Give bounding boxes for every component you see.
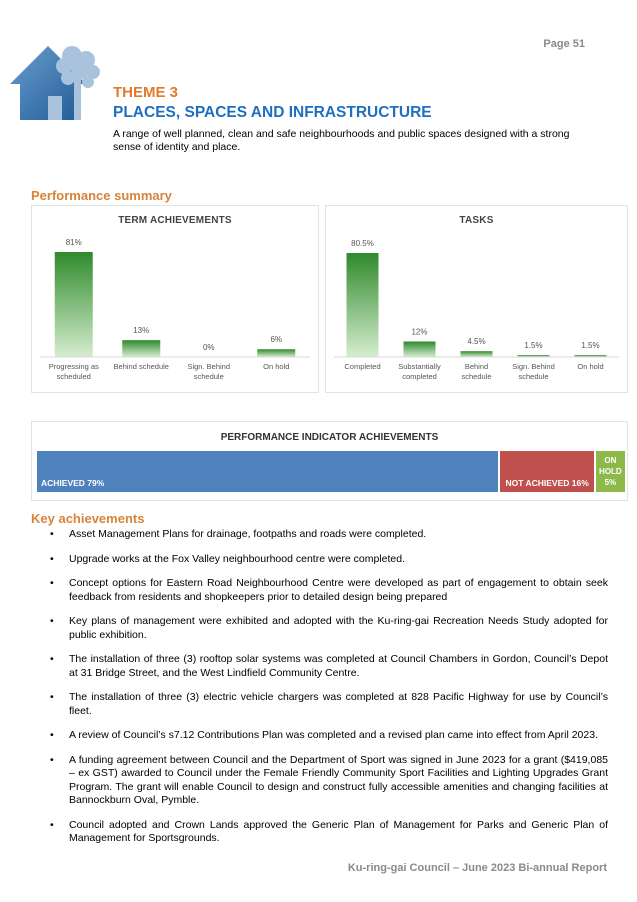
category-label: Completed: [344, 362, 381, 371]
chart-title: TASKS: [459, 215, 494, 226]
tasks-panel: [325, 205, 628, 393]
bullet-icon: •: [50, 653, 54, 665]
list-item-text: Asset Management Plans for drainage, footpaths and roads were completed.: [69, 528, 427, 540]
tasks-chart: [326, 206, 627, 392]
segment-label: ACHIEVED 79%: [41, 478, 105, 488]
list-item-text: The installation of three (3) rooftop solar systems was completed at Council Chambers in Gordon, Council’s Depot at 31 Bridge Street, and the West Lindfield Community Centre.: [69, 653, 608, 679]
list-item-text: Council adopted and Crown Lands approved the Generic Plan of Management for Parks and Generic Plan of Management for Sportsgrounds.: [69, 818, 608, 844]
data-label: 12%: [411, 327, 428, 337]
category-label: Progressing as scheduled: [48, 362, 99, 381]
chart-title: TERM ACHIEVEMENTS: [118, 215, 232, 226]
category-label: Sign. Behind schedule: [187, 362, 231, 381]
theme-title: PLACES, SPACES AND INFRASTRUCTURE: [113, 104, 432, 121]
list-item-text: A funding agreement between Council and the Department of Sport was signed in June 2023 for a grant ($419,085 – ex GST) awarded to Council under the Female Friendly Community Sport Facilities and Lighting Upgrades Grant Program. The grant will enable Council to design and construct fully accessible amenities and changing facilities at Bannockburn Oval, Pymble.: [69, 753, 608, 806]
data-label: 1.5%: [524, 341, 543, 351]
list-item: [50, 729, 608, 743]
category-label: On hold: [263, 362, 290, 371]
key-achievements-heading: Key achievements: [31, 511, 145, 526]
list-item: [50, 653, 608, 680]
list-item-text: Concept options for Eastern Road Neighbourhood Centre were developed as part of engagement to obtain seek feedback from residents and shopkeepers prior to detailed design being prepared: [69, 577, 608, 603]
data-label: 1.5%: [581, 341, 600, 351]
list-item-text: A review of Council’s s7.12 Contributions Plan was completed and a revised plan came into effect from April 2023.: [69, 729, 598, 741]
bar: [347, 253, 379, 357]
bar: [404, 341, 436, 357]
category-label: Sign. Behind schedule: [512, 362, 555, 381]
bullet-icon: •: [50, 615, 54, 627]
theme-intro: A range of well planned, clean and safe neighbourhoods and public spaces designed with a strong sense of identity and place.: [113, 128, 570, 153]
bar: [257, 349, 295, 357]
list-item: [50, 615, 608, 642]
list-item: [50, 819, 608, 846]
theme-label: THEME 3: [113, 84, 179, 101]
indicator-segment: [500, 451, 593, 492]
house-tree-logo-icon: [8, 38, 103, 123]
performance-indicator-panel: [31, 421, 628, 501]
list-item-text: Upgrade works at the Fox Valley neighbourhood centre were completed.: [69, 552, 405, 565]
bar: [461, 351, 493, 357]
data-label: 4.5%: [467, 337, 486, 347]
data-label: 0%: [202, 343, 215, 352]
list-item-text: The installation of three (3) electric vehicle chargers was completed at 828 Pacific Highway for use by Council’s fleet.: [69, 691, 608, 717]
bullet-icon: •: [50, 729, 54, 741]
bullet-icon: •: [50, 552, 54, 565]
bullet-icon: •: [50, 528, 54, 540]
term-achievements-chart: [32, 206, 318, 392]
bullet-icon: •: [50, 691, 54, 703]
category-label: Behind schedule: [461, 362, 492, 381]
indicator-segment: [37, 451, 498, 492]
data-label: 13%: [133, 326, 150, 336]
category-label: Substantially completed: [398, 362, 441, 381]
chart-title: PERFORMANCE INDICATOR ACHIEVEMENTS: [220, 432, 439, 443]
list-item: [50, 691, 608, 718]
bar: [122, 340, 160, 357]
indicator-segment: [596, 451, 625, 492]
bullet-icon: •: [50, 577, 54, 589]
bullet-icon: •: [50, 818, 54, 831]
performance-summary-heading: Performance summary: [31, 188, 172, 203]
category-label: On hold: [577, 362, 604, 371]
list-item: [50, 577, 608, 604]
data-label: 80.5%: [351, 239, 374, 248]
footer-text: Ku-ring-gai Council – June 2023 Bi-annual Report: [347, 862, 607, 874]
data-label: 6%: [270, 335, 283, 345]
key-achievements-list: [50, 528, 608, 857]
list-item: [50, 528, 608, 542]
list-item-text: Key plans of management were exhibited and adopted with the Ku-ring-gai Recreation Needs Study adopted for public exhibition.: [69, 615, 608, 641]
segment-label: ON HOLD 5%: [599, 456, 622, 487]
bullet-icon: •: [50, 753, 54, 766]
segment-label: NOT ACHIEVED 16%: [505, 478, 589, 488]
term-achievements-panel: [31, 205, 319, 393]
list-item: [50, 553, 608, 567]
list-item: [50, 754, 608, 808]
page-number: Page 51: [543, 38, 585, 50]
data-label: 81%: [65, 238, 82, 247]
category-label: Behind schedule: [113, 362, 169, 371]
bar: [55, 252, 93, 357]
